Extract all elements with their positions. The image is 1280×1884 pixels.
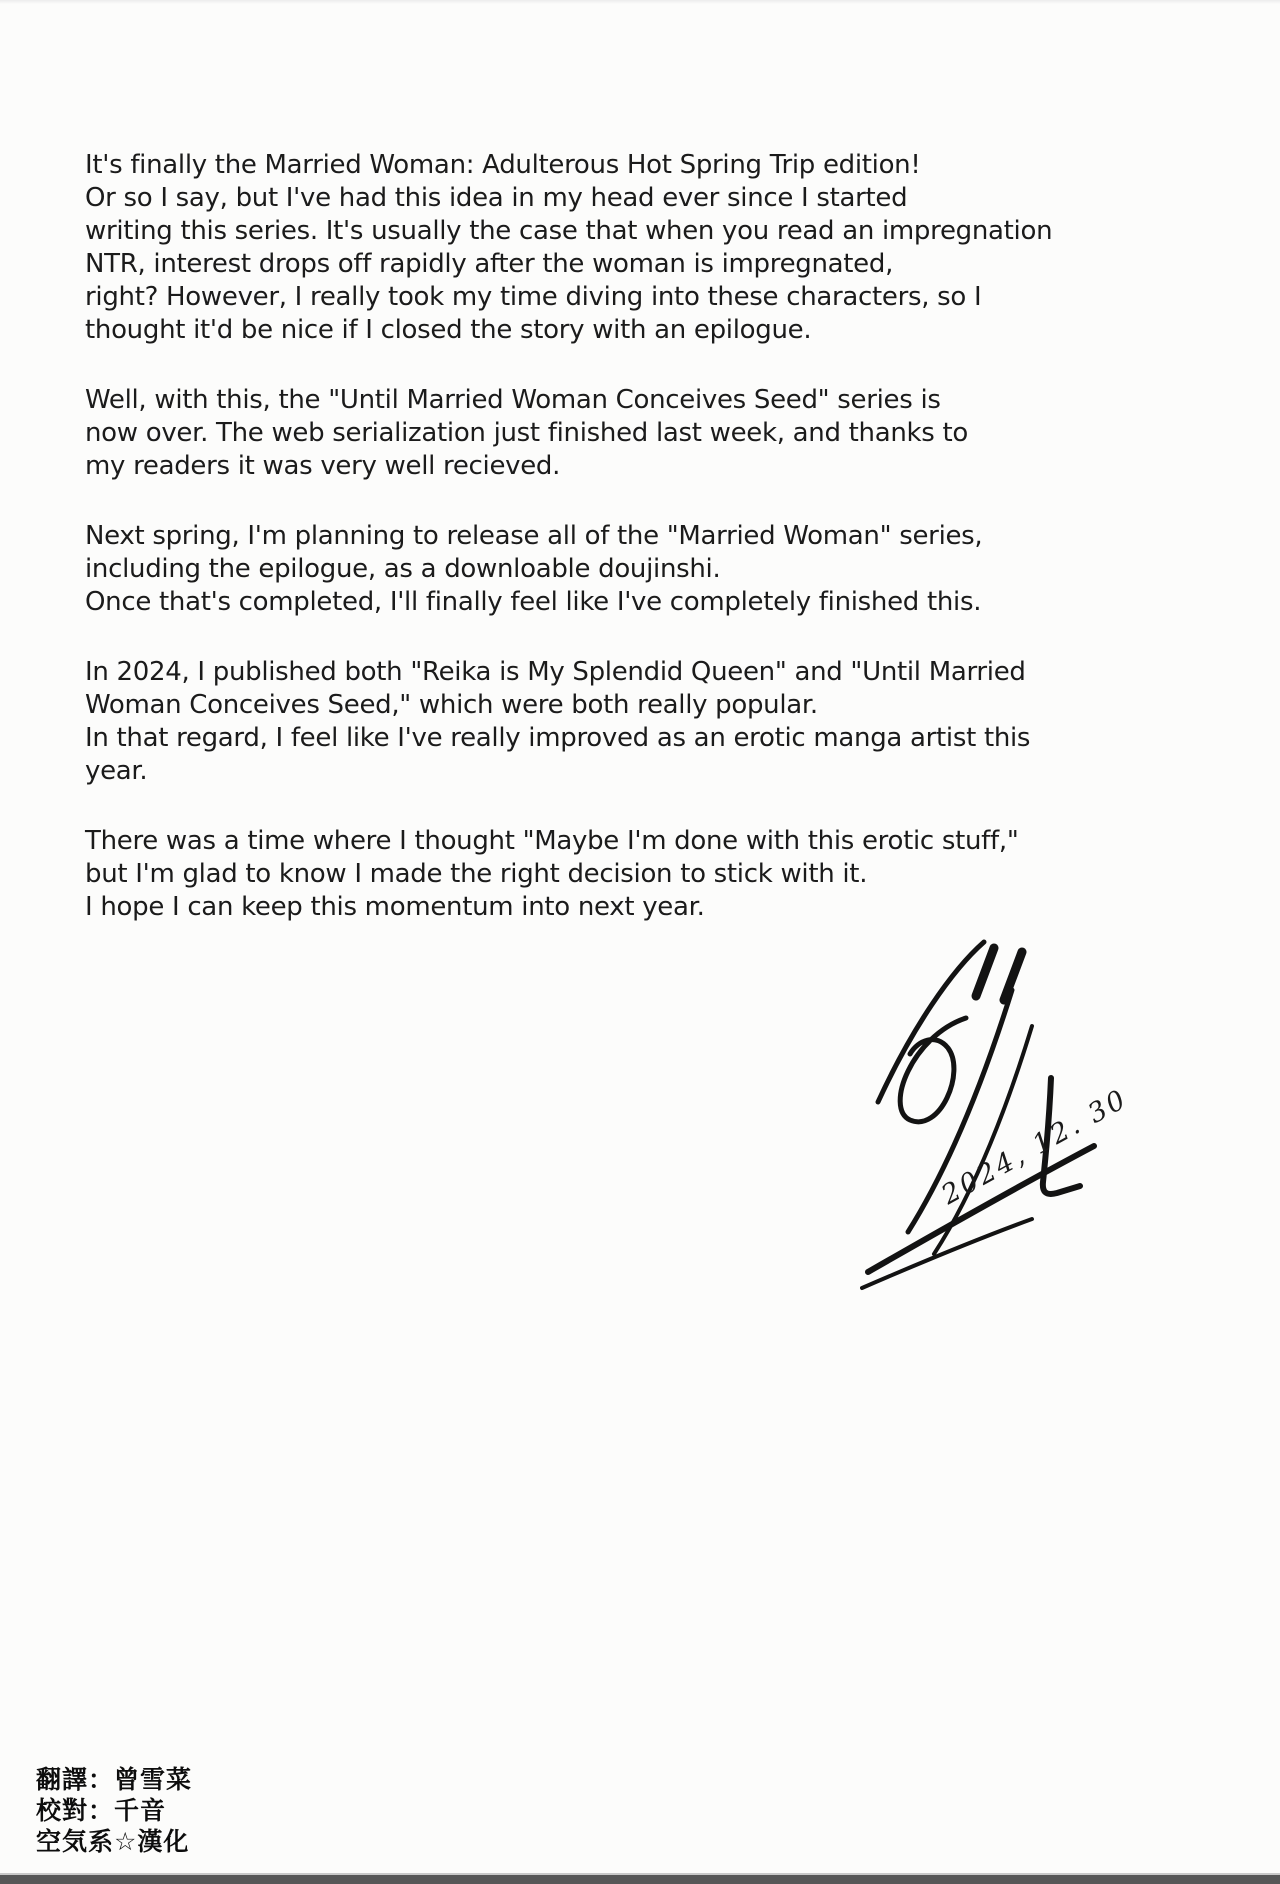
paragraph (85, 520, 1100, 619)
text-line: year. (85, 756, 148, 786)
text-line: writing this series. It's usually the case that when you read an impregnation (85, 216, 1053, 246)
text-line: including the epilogue, as a downloable doujinshi. (85, 554, 721, 584)
text-line: now over. The web serialization just finished last week, and thanks to (85, 418, 968, 448)
paragraph (85, 384, 1100, 483)
text-line: It's finally the Married Woman: Adulterous Hot Spring Trip edition! (85, 150, 921, 180)
paragraph (85, 825, 1100, 924)
credit-line: 空気系☆漢化 (36, 1827, 190, 1856)
text-line: right? However, I really took my time diving into these characters, so I (85, 282, 982, 312)
text-line: but I'm glad to know I made the right decision to stick with it. (85, 859, 868, 889)
afterword-text (85, 149, 1100, 961)
text-line: In 2024, I published both "Reika is My Splendid Queen" and "Until Married (85, 657, 1026, 687)
scan-edge-top (0, 0, 1280, 4)
paragraph (85, 656, 1100, 788)
text-line: There was a time where I thought "Maybe I'm done with this erotic stuff," (85, 826, 1019, 856)
translation-credits (36, 1764, 192, 1857)
credit-line: 校對：千音 (36, 1796, 167, 1825)
artist-signature (860, 930, 1134, 1295)
text-line: I hope I can keep this momentum into next year. (85, 892, 705, 922)
text-line: NTR, interest drops off rapidly after the woman is impregnated, (85, 249, 894, 279)
credit-line: 翻譯：曾雪菜 (36, 1765, 193, 1794)
scan-edge-bottom (0, 1873, 1280, 1884)
text-line: In that regard, I feel like I've really improved as an erotic manga artist this (85, 723, 1031, 753)
text-line: Once that's completed, I'll finally feel like I've completely finished this. (85, 587, 982, 617)
text-line: Woman Conceives Seed," which were both really popular. (85, 690, 818, 720)
text-line: my readers it was very well recieved. (85, 451, 561, 481)
text-line: thought it'd be nice if I closed the story with an epilogue. (85, 315, 812, 345)
text-line: Or so I say, but I've had this idea in my head ever since I started (85, 183, 908, 213)
text-line: Well, with this, the "Until Married Woman Conceives Seed" series is (85, 385, 941, 415)
paragraph (85, 149, 1100, 347)
signature-date: 2024, 12. 30 (936, 1083, 1134, 1212)
text-line: Next spring, I'm planning to release all of the "Married Woman" series, (85, 521, 983, 551)
